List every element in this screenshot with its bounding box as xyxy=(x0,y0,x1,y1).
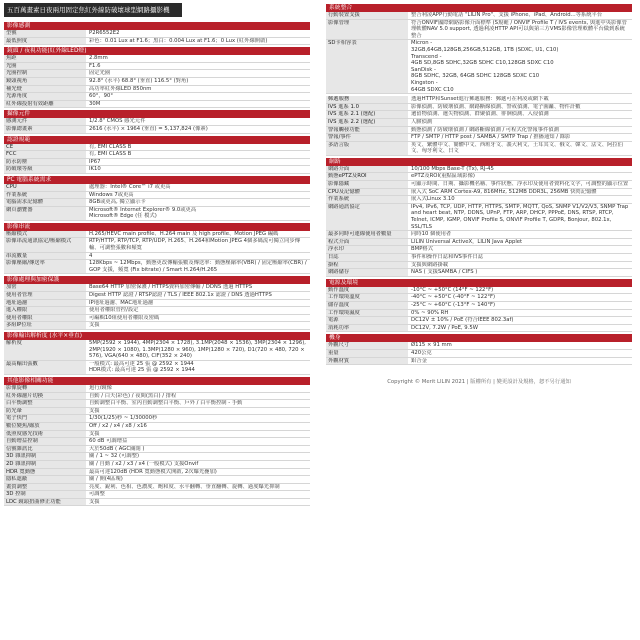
spec-row xyxy=(4,423,310,431)
spec-value: -10°C ~ +50°C (14°F ~ 122°F) xyxy=(411,286,494,293)
spec-label: 行動裝置支援 xyxy=(326,12,408,19)
spec-value: IP地址過濾、MAC地址過濾 xyxy=(89,299,154,306)
spec-label: 多語言版 xyxy=(326,142,408,155)
spec-label: 2D 雜訊抑制 xyxy=(4,461,86,468)
spec-label: CPU xyxy=(4,184,86,191)
spec-label: 影像管理 xyxy=(326,20,408,40)
spec-value: 遺留物偵測、遺失物偵測、群聚偵測、徘徊偵測、入侵偵測 xyxy=(411,111,549,118)
spec-label: 白平衡調整 xyxy=(4,400,86,407)
spec-label: 網路通訊協定 xyxy=(326,204,408,230)
spec-section xyxy=(326,96,632,156)
spec-label: 防光暈 xyxy=(4,408,86,415)
spec-row xyxy=(326,96,632,104)
spec-value: 支援 xyxy=(89,322,100,329)
spec-label: SD卡相容表 xyxy=(326,40,408,93)
spec-row xyxy=(326,342,632,350)
spec-value: FTP / SMTP / HTTP post / SAMBA / SMTP Trap / 推播通知 / 錄影 xyxy=(411,134,571,141)
spec-value: 0% ~ 90% RH xyxy=(411,309,449,316)
spec-value: 支援 xyxy=(89,430,100,437)
spec-row xyxy=(326,196,632,204)
section-header: 認證規範 xyxy=(4,136,310,144)
spec-label: 影像總畫素 xyxy=(4,126,86,133)
spec-section xyxy=(4,176,310,221)
spec-row xyxy=(4,207,310,221)
spec-label: 影像隱藏 xyxy=(326,181,408,188)
spec-label: 網路儲存 xyxy=(326,269,408,276)
spec-label: 影像旋轉 xyxy=(4,385,86,392)
spec-value: -25°C ~ +60°C (-13°F ~ 140°F) xyxy=(411,301,496,308)
spec-label: 浮水印 xyxy=(326,246,408,253)
spec-value: 1/30(1/25)秒 ~ 1/30000秒 xyxy=(89,415,158,422)
spec-value: IPv4, IPv6, TCP, UDP, HTTP, HTTPS, SMTP, MQTT, QoS, SNMP V1/V2/V3, SNMP Trap and heart beat, NTP, DDNS, UPnP, FTP, ARP, DHCP, PPPoE, DNS, RTSP, RTCP, Telnet, ICMP, IGMP, ONVIF Profile S, ONVIF Profile T, GDPR, Bonjour, 802.1x, SSL/TLS xyxy=(411,203,630,230)
spec-value: 2.8mm xyxy=(89,55,108,62)
spec-label: 型號 xyxy=(4,30,86,37)
spec-label: IVS 進系 2.1 (選配) xyxy=(326,111,408,118)
section-header: 攝像元件 xyxy=(4,110,310,118)
spec-value: 事件和操作日誌和IVS事件日誌 xyxy=(411,254,484,260)
left-spec-column xyxy=(4,22,310,508)
spec-row xyxy=(4,253,310,261)
spec-value: RTP/HTTP, RTP/TCP, RTP/UDP, H.265、H.264和Motion JPEG 4個多碼流可獨立同步傳輸、可調整張數和頻寬 xyxy=(89,238,300,252)
spec-label: 自動增益控制 xyxy=(4,438,86,445)
spec-value: Windows 7或更高 xyxy=(89,191,134,198)
spec-value: 支援 xyxy=(89,407,100,414)
spec-row xyxy=(4,438,310,446)
spec-row xyxy=(4,159,310,167)
spec-row xyxy=(4,431,310,439)
spec-row xyxy=(4,307,310,315)
spec-row xyxy=(326,204,632,231)
spec-label: 隱私遮蔽 xyxy=(4,476,86,483)
section-header: 網路 xyxy=(326,158,632,166)
spec-value: 5MP(2592 × 1944), 4MP(2304 × 1728), 3.1MP(2048 × 1536), 3MP(2304 × 1296), 2MP(1920 × 1080), 1.3MP(1280 × 960), 1MP(1280 × 720), D1(720 × 480, 720 × 576), VGA(640 × 480), CIF(352 × 240) xyxy=(89,340,308,360)
spec-value: 鋁合金 xyxy=(411,357,427,364)
spec-label: 使用者管理 xyxy=(4,292,86,299)
spec-row xyxy=(326,173,632,181)
section-header: 電源及環境 xyxy=(326,279,632,287)
spec-label: 光源角度 xyxy=(4,93,86,100)
spec-label: 防水防塵 xyxy=(4,159,86,166)
spec-section xyxy=(326,334,632,365)
spec-value: 透過HTTP和Sunset進行郵遞服務：郵遞可在利凌或網下載 xyxy=(411,96,549,103)
section-header: PC 電腦系統需求 xyxy=(4,176,310,184)
spec-label: 地址過濾 xyxy=(4,300,86,307)
spec-label: 動作溫度 xyxy=(326,287,408,294)
spec-value: 亮度、銳利、色相、色濃度、飽和度、水平翻轉、垂直翻轉、旋轉、過度曝光抑制 xyxy=(89,483,280,490)
spec-row xyxy=(4,144,310,152)
spec-row xyxy=(326,317,632,325)
spec-value: 60°，90° xyxy=(89,93,114,100)
spec-value: DC12V ± 10% / PoE (符合IEEE 802.3af) xyxy=(411,317,514,324)
spec-label: 影像壓縮/傳送率 xyxy=(4,260,86,273)
spec-label: 電子快門 xyxy=(4,415,86,422)
spec-label: 作業系統 xyxy=(326,196,408,203)
spec-row xyxy=(4,393,310,401)
spec-value: 嵌入式 SoC ARM Cortex-A9, 816MHz, 512MB DDR3L, 256MB 快閃記憶體 xyxy=(411,188,597,195)
spec-label: 程式介面 xyxy=(326,239,408,246)
spec-row xyxy=(4,55,310,63)
spec-row xyxy=(326,287,632,295)
spec-value: 最高可達120dB (HDR 寬動態模式開啟, 2次曝光疊加) xyxy=(89,468,217,475)
spec-value: 支援 xyxy=(89,498,100,505)
spec-row xyxy=(326,189,632,197)
spec-value: 處理器：Intel® Core™ i7 或更高 xyxy=(89,183,171,190)
spec-value: 可顯示時間、日期、攝影機名稱、事件狀態、浮水印及使用者資料化文字，可調整的顯示位置 xyxy=(411,181,629,188)
spec-value: 人臉偵測 xyxy=(411,118,433,125)
spec-row xyxy=(4,499,310,507)
spec-value: 支援與網路掛載 xyxy=(411,261,449,268)
spec-value: LILIN Universal ActiveX，LILIN Java Applet xyxy=(411,238,523,245)
spec-label: 數位變焦/縮放 xyxy=(4,423,86,430)
spec-label: 壓縮模式 xyxy=(4,231,86,238)
spec-row xyxy=(4,30,310,38)
spec-row xyxy=(4,63,310,71)
spec-value: IP67 xyxy=(89,158,101,165)
spec-row xyxy=(326,350,632,358)
spec-value: F1.6 xyxy=(89,62,101,69)
spec-value: 大於50dB ( AGC關閉 ) xyxy=(89,445,145,452)
spec-row xyxy=(326,119,632,127)
spec-row xyxy=(4,400,310,408)
spec-row xyxy=(4,284,310,292)
spec-row xyxy=(4,166,310,174)
spec-row xyxy=(326,181,632,189)
spec-value: 影像偵測、防破壞偵測、網路斷線偵測、警戒偵測、電子圍籬、物件計數 xyxy=(411,103,581,110)
spec-row xyxy=(4,385,310,393)
spec-value: BMP格式 xyxy=(411,246,433,253)
spec-row xyxy=(326,239,632,247)
spec-label: 串流數量 xyxy=(4,253,86,260)
section-header: 影像串流 xyxy=(4,223,310,231)
spec-row xyxy=(4,415,310,423)
spec-row xyxy=(4,260,310,274)
spec-label: 畫質調整 xyxy=(4,484,86,491)
spec-label: 紅外線投射有效距離 xyxy=(4,101,86,108)
spec-value: 60 dB 可調增益 xyxy=(89,438,128,445)
spec-row xyxy=(4,491,310,499)
spec-label: 加密 xyxy=(4,284,86,291)
section-header: 影像輸出解析度 (水平×垂直) xyxy=(4,332,310,340)
spec-value: 動態偵測 / 防破壞偵測 / 網路斷線偵測 / 可程式化警報事件偵測 xyxy=(411,126,559,133)
spec-label: 電腦需求記憶體 xyxy=(4,199,86,206)
spec-label: 鏡頭視角 xyxy=(4,78,86,85)
spec-row xyxy=(326,254,632,262)
spec-row xyxy=(4,300,310,308)
spec-value: 2616 (水平) × 1964 (垂直) = 5,137,824 (像素) xyxy=(89,125,208,132)
spec-value: P2R6552E2 xyxy=(89,30,120,36)
spec-row xyxy=(4,86,310,94)
section-header: 影像感測 xyxy=(4,22,310,30)
spec-label: 網頁瀏覽器 xyxy=(4,207,86,220)
spec-label: 光圈 xyxy=(4,63,86,70)
spec-value: ePTZ及ROI(重點區域影像) xyxy=(411,173,475,180)
spec-value: 一般模式: 最高可達 25 張 @ 2592 × 1944 HDR模式: 最高可達 25 張 @ 2592 × 1944 xyxy=(89,360,195,374)
spec-label: 影像串流通訊協定/壓縮模式 xyxy=(4,238,86,251)
spec-row xyxy=(4,93,310,101)
spec-row xyxy=(4,361,310,375)
spec-row xyxy=(4,461,310,469)
spec-label: 工作環境溫度 xyxy=(326,294,408,301)
right-spec-column xyxy=(326,4,632,385)
spec-label: 警報觸發功能 xyxy=(326,127,408,134)
spec-row xyxy=(326,262,632,270)
spec-label: 紅外線濾片切換 xyxy=(4,393,86,400)
spec-row xyxy=(326,111,632,119)
spec-row xyxy=(4,340,310,361)
spec-row xyxy=(326,358,632,366)
spec-value: 420公克 xyxy=(411,349,432,356)
spec-row xyxy=(326,127,632,135)
spec-label: 電源 xyxy=(326,317,408,324)
spec-value: 關 / 1 ~ 32 (可調整) xyxy=(89,453,140,460)
spec-row xyxy=(4,315,310,323)
spec-row xyxy=(4,446,310,454)
spec-label: 掛程 xyxy=(326,262,408,269)
spec-value: 符合ONVIF國際網路影像介面標準 (S規範 / ONVIF Profile T / IVS events, 與進中央影像管理軟體NAV 5.0 support, 透過利凌HTTP API可以與第三方VMS影像管理軟體平台做到系統整合 xyxy=(411,19,627,39)
spec-label: 動態ePTZ及ROI xyxy=(326,173,408,180)
spec-value: 92.8° (水平) 68.8° (垂直) 116.5° (對角) xyxy=(89,77,189,84)
spec-row xyxy=(4,38,310,46)
spec-value: 8GB或更高, 獨立顯示卡 xyxy=(89,199,146,206)
spec-section xyxy=(4,110,310,133)
spec-value: IK10 xyxy=(89,166,101,173)
spec-row xyxy=(4,184,310,192)
spec-label: 感測元件 xyxy=(4,118,86,125)
spec-label: CPU及記憶體 xyxy=(326,189,408,196)
spec-label: 使用者權限 xyxy=(4,315,86,322)
spec-row xyxy=(4,70,310,78)
spec-value: 30M xyxy=(89,100,101,107)
spec-label: 補光燈 xyxy=(4,86,86,93)
spec-value: 可編輯10組使用者權限及密碼 xyxy=(89,314,160,321)
spec-row xyxy=(326,302,632,310)
spec-value: Digest HTTP 認證 / RTSP認證 / TLS / IEEE 802.1x 認證 / DNS 透過HTTPS xyxy=(89,292,272,299)
spec-row xyxy=(4,453,310,461)
spec-label: 低照度感光技術 xyxy=(4,431,86,438)
spec-value: 高功率紅外線LED 850nm xyxy=(89,85,152,92)
spec-row xyxy=(4,292,310,300)
spec-value: 關 / 自動 / x2 / x3 / x4 (一般模式) 支援Onvif xyxy=(89,460,199,467)
spec-row xyxy=(326,12,632,20)
spec-value: 128Kbps ~ 12Mbps，動態更改傳輸張數及傳送率：動態壓縮率(VBR) / 固定壓縮率(CBR) / GOP 支援，頻寬 (Fix bitrate) / Smart H.264/H.265 xyxy=(89,260,309,273)
spec-label: 最低照度 xyxy=(4,38,86,45)
spec-row xyxy=(326,20,632,41)
spec-row xyxy=(4,126,310,134)
spec-value: 使用者權限管控/設定 xyxy=(89,307,139,314)
spec-value: 可調整 xyxy=(89,491,105,498)
spec-row xyxy=(4,192,310,200)
spec-row xyxy=(4,101,310,109)
spec-row xyxy=(4,476,310,484)
spec-label: 警報/事件 xyxy=(326,134,408,141)
spec-label: 光圈控制 xyxy=(4,70,86,77)
spec-row xyxy=(326,269,632,277)
spec-value: Off / x2 / x4 / x8 / x16 xyxy=(89,422,147,429)
spec-row xyxy=(4,238,310,252)
spec-label: 多組IP位址 xyxy=(4,322,86,329)
section-header: 其他影像相關功能 xyxy=(4,377,310,385)
spec-row xyxy=(326,246,632,254)
spec-row xyxy=(326,294,632,302)
spec-value: 關 / 開(4區塊) xyxy=(89,476,123,483)
spec-label: 日誌 xyxy=(326,254,408,261)
spec-section xyxy=(326,158,632,277)
spec-row xyxy=(326,231,632,239)
spec-value: 有, EMI CLASS B xyxy=(89,143,132,150)
spec-section xyxy=(4,47,310,108)
spec-value: H.265/HEVC main profile、H.264 main 及 high profile、Motion JPEG 編碼 xyxy=(89,230,279,237)
spec-row xyxy=(326,310,632,318)
spec-section xyxy=(4,223,310,275)
spec-label: 最多同時可連線使用者數量 xyxy=(326,231,408,238)
spec-row xyxy=(4,78,310,86)
spec-row xyxy=(4,408,310,416)
spec-label: FCC xyxy=(4,151,86,158)
spec-row xyxy=(4,118,310,126)
spec-value: 迴行/鏡像 xyxy=(89,384,112,391)
spec-label: 工作環境濕度 xyxy=(326,310,408,317)
spec-label: 3D 控制 xyxy=(4,491,86,498)
spec-row xyxy=(4,469,310,477)
section-header: 鏡頭 / 夜視功能(紅外線LED燈) xyxy=(4,47,310,55)
spec-row xyxy=(4,231,310,239)
spec-label: IVS 進系 1.0 xyxy=(326,104,408,111)
spec-value: NAS ( 支援SAMBA / CIFS ) xyxy=(411,269,478,276)
spec-label: 儲存溫度 xyxy=(326,302,408,309)
spec-row xyxy=(326,134,632,142)
spec-label: 防破壞等級 xyxy=(4,166,86,173)
section-header: 機身 xyxy=(326,334,632,342)
spec-label: 重量 xyxy=(326,350,408,357)
spec-value: 4 xyxy=(89,252,93,259)
copyright-footer: Copyright © Merit LILIN 2021 | 版權所有 | 變更設計及規格，恕不另行通知 xyxy=(387,379,571,386)
document-title: 五百萬畫素日夜兩用固定焦紅外線防破壞球型網路攝影機 xyxy=(4,3,182,17)
spec-row xyxy=(4,322,310,330)
spec-value: 自動 / 白天(彩色) / 夜間(黑白) / 排程 xyxy=(89,392,177,399)
spec-row xyxy=(4,199,310,207)
spec-value: Micron - 32GB,64GB,128GB,256GB,512GB, 1TB (SDXC, U1, C10) Transcend - 4GB SD,8GB SDHC,32GB SDHC C10,128GB SDXC C10 SanDisk - 8GB SDHC, 32GB, 64GB SDHC 128GB SDXC C10 Kingston - 64GB SDXC C10 xyxy=(411,40,559,93)
spec-section xyxy=(4,22,310,45)
spec-label: 網路介面 xyxy=(326,166,408,173)
spec-label: 最高輸出張數 xyxy=(4,361,86,374)
section-header: 影像處理與加密保護 xyxy=(4,276,310,284)
spec-section xyxy=(4,377,310,507)
spec-row xyxy=(4,151,310,159)
spec-label: 外觀尺寸 xyxy=(326,342,408,349)
spec-value: 整合利凌APP行動電話 "LILIN Pro"、支援 iPhone、iPad、Android...等系統平台 xyxy=(411,12,603,18)
spec-value: 嵌入式Linux 3.10 xyxy=(411,196,455,203)
spec-row xyxy=(326,325,632,333)
section-header: 系統整合 xyxy=(326,4,632,12)
spec-label: 焦距 xyxy=(4,55,86,62)
spec-value: 同時10 個使用者 xyxy=(411,231,452,238)
spec-label: 進入權限 xyxy=(4,307,86,314)
spec-row xyxy=(4,484,310,492)
spec-section xyxy=(4,276,310,330)
spec-label: HDR 寬動態 xyxy=(4,469,86,476)
spec-row xyxy=(326,104,632,112)
spec-section xyxy=(326,4,632,94)
spec-label: LDC 鏡頭扭曲修正功能 xyxy=(4,499,86,506)
spec-label: 郵遞服務 xyxy=(326,96,408,103)
spec-label: CE xyxy=(4,144,86,151)
spec-value: Base64 HTTP 加密保護 / HTTPS資料加密傳輸 / DDNS 透過 HTTPS xyxy=(89,284,253,291)
spec-value: -40°C ~ +50°C (-40°F ~ 122°F) xyxy=(411,294,496,301)
spec-label: 信號雜訊比 xyxy=(4,446,86,453)
spec-row xyxy=(326,40,632,94)
spec-label: 外觀材質 xyxy=(326,358,408,365)
spec-section xyxy=(4,332,310,375)
spec-value: 有, EMI CLASS B xyxy=(89,151,132,158)
spec-label: 解析度 xyxy=(4,340,86,360)
spec-label: 3D 雜訊抑制 xyxy=(4,453,86,460)
spec-value: 1/2.8" CMOS 感光元件 xyxy=(89,118,146,125)
spec-value: 10/100 Mbps Base-T (Tx), RJ-45 xyxy=(411,165,494,172)
spec-value: Microsoft® Internet Explorer® 9.0或更高 Microsoft® Edge (任 模式) xyxy=(89,206,197,220)
spec-row xyxy=(326,142,632,156)
spec-row xyxy=(326,166,632,174)
spec-section xyxy=(326,279,632,333)
spec-value: Ø115 × 91 mm xyxy=(411,342,452,349)
spec-value: DC12V, 7.2W / PoE, 9.5W xyxy=(411,324,478,331)
spec-value: 自動調整白平衡、室內自動調整白平衡、戶外 / 白平衡控制 - 手動 xyxy=(89,400,243,407)
spec-value: 英文、繁體中文、簡體中文、西班牙文、義大利文、土耳其文、俄文、韓文、法文、阿拉伯文、匈牙利文、日文 xyxy=(411,141,623,155)
spec-value: 固定光圈 xyxy=(89,70,111,77)
spec-value: 彩色：0.01 Lux at F1.6；黑白：0.004 Lux at F1.6；0 Lux (紅外線開啟) xyxy=(89,37,268,44)
spec-label: 作業系統 xyxy=(4,192,86,199)
spec-label: 消耗功率 xyxy=(326,325,408,332)
spec-label: IVS 進系 2.2 (選配) xyxy=(326,119,408,126)
spec-section xyxy=(4,136,310,174)
